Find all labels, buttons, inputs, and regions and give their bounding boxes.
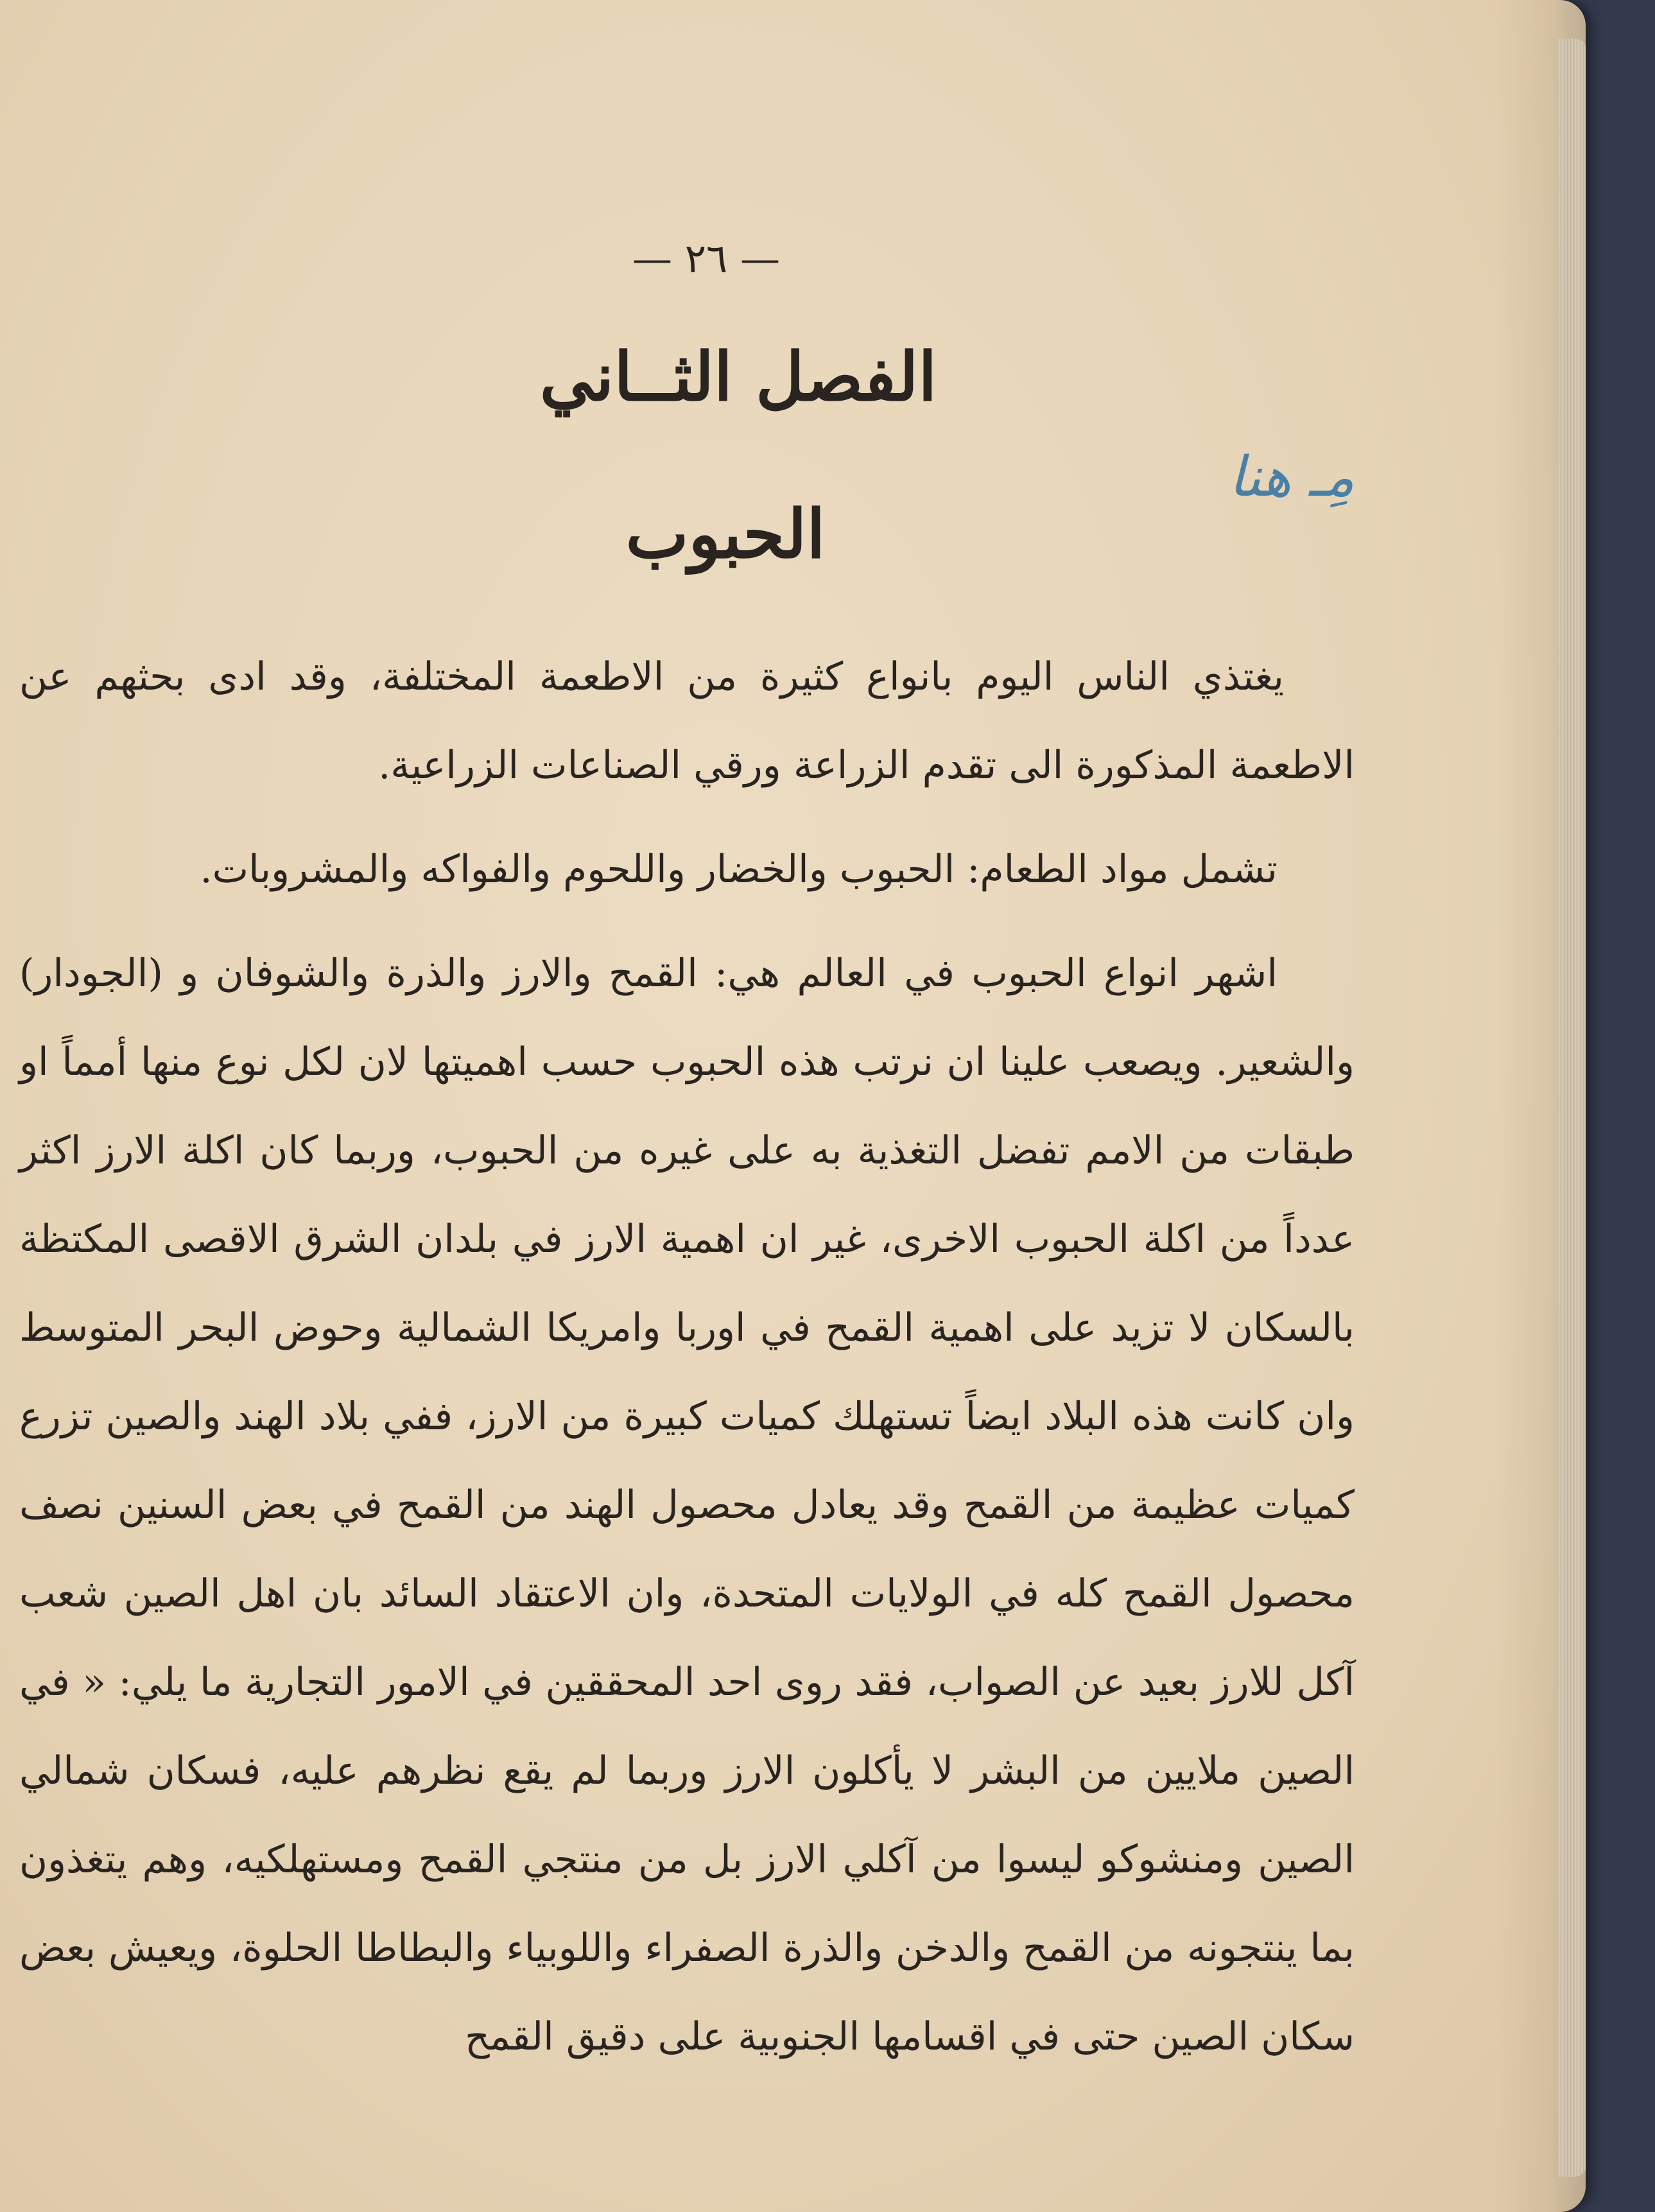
handwritten-note: مِـ هنا xyxy=(1228,445,1355,509)
paragraph-food-types: تشمل مواد الطعام: الحبوب والخضار واللحوم والفواكه والمشروبات. xyxy=(200,847,1278,892)
page-stack-edge xyxy=(1558,39,1586,2177)
paragraph-grains: اشهر انواع الحبوب في العالم هي: القمح والارز والذرة والشوفان و (الجودار) والشعير. ويصعب علينا ان نرتب هذه الحبوب حسب اهميتها لان لكل نوع منها أمماً او طبقات من الامم تفضل التغذية به على غيره من الحبوب، وربما كان اكلة الارز اكثر عدداً من اكلة الحبوب الاخرى، غير ان اهمية الارز في بلدان الشرق الاقصى المكتظة بالسكان لا تزيد على اهمية القمح في اوربا وامريكا الشمالية وحوض البحر المتوسط وان كانت هذه البلاد ايضاً تستهلك كميات كبيرة من الارز، ففي بلاد الهند والصين تزرع كميات عظيمة من القمح وقد يعادل محصول الهند من القمح في بعض السنين نصف محصول القمح كله في الولايات المتحدة، وان الاعتقاد السائد بان اهل الصين شعب آكل للارز بعيد عن الصواب، فقد روى احد المحققين في الامور التجارية ما يلي: « في الصين ملايين من البشر لا يأكلون الارز وربما لم يقع نظرهم عليه، فسكان شمالي الصين ومنشوكو ليسوا من آكلي الارز بل من منتجي القمح ومستهلكيه، وهم يتغذون بما ينتجونه من القمح والدخن والذرة الصفراء واللوبياء والبطاطا الحلوة، ويعيش بعض سكان الصين حتى في اقسامها الجنوبية على دقيق القمح xyxy=(19,951,1355,2059)
paragraph-intro: يغتذي الناس اليوم بانواع كثيرة من الاطعمة المختلفة، وقد ادى بحثهم عن الاطعمة المذكورة الى تقدم الزراعة ورقي الصناعات الزراعية. xyxy=(19,654,1355,788)
chapter-title: الفصل الثــاني xyxy=(539,337,937,416)
body-text xyxy=(19,632,1355,2096)
page-content xyxy=(19,0,1355,2212)
section-title: الحبوب xyxy=(625,494,826,573)
page-number: — ٢٦ — xyxy=(632,235,781,282)
